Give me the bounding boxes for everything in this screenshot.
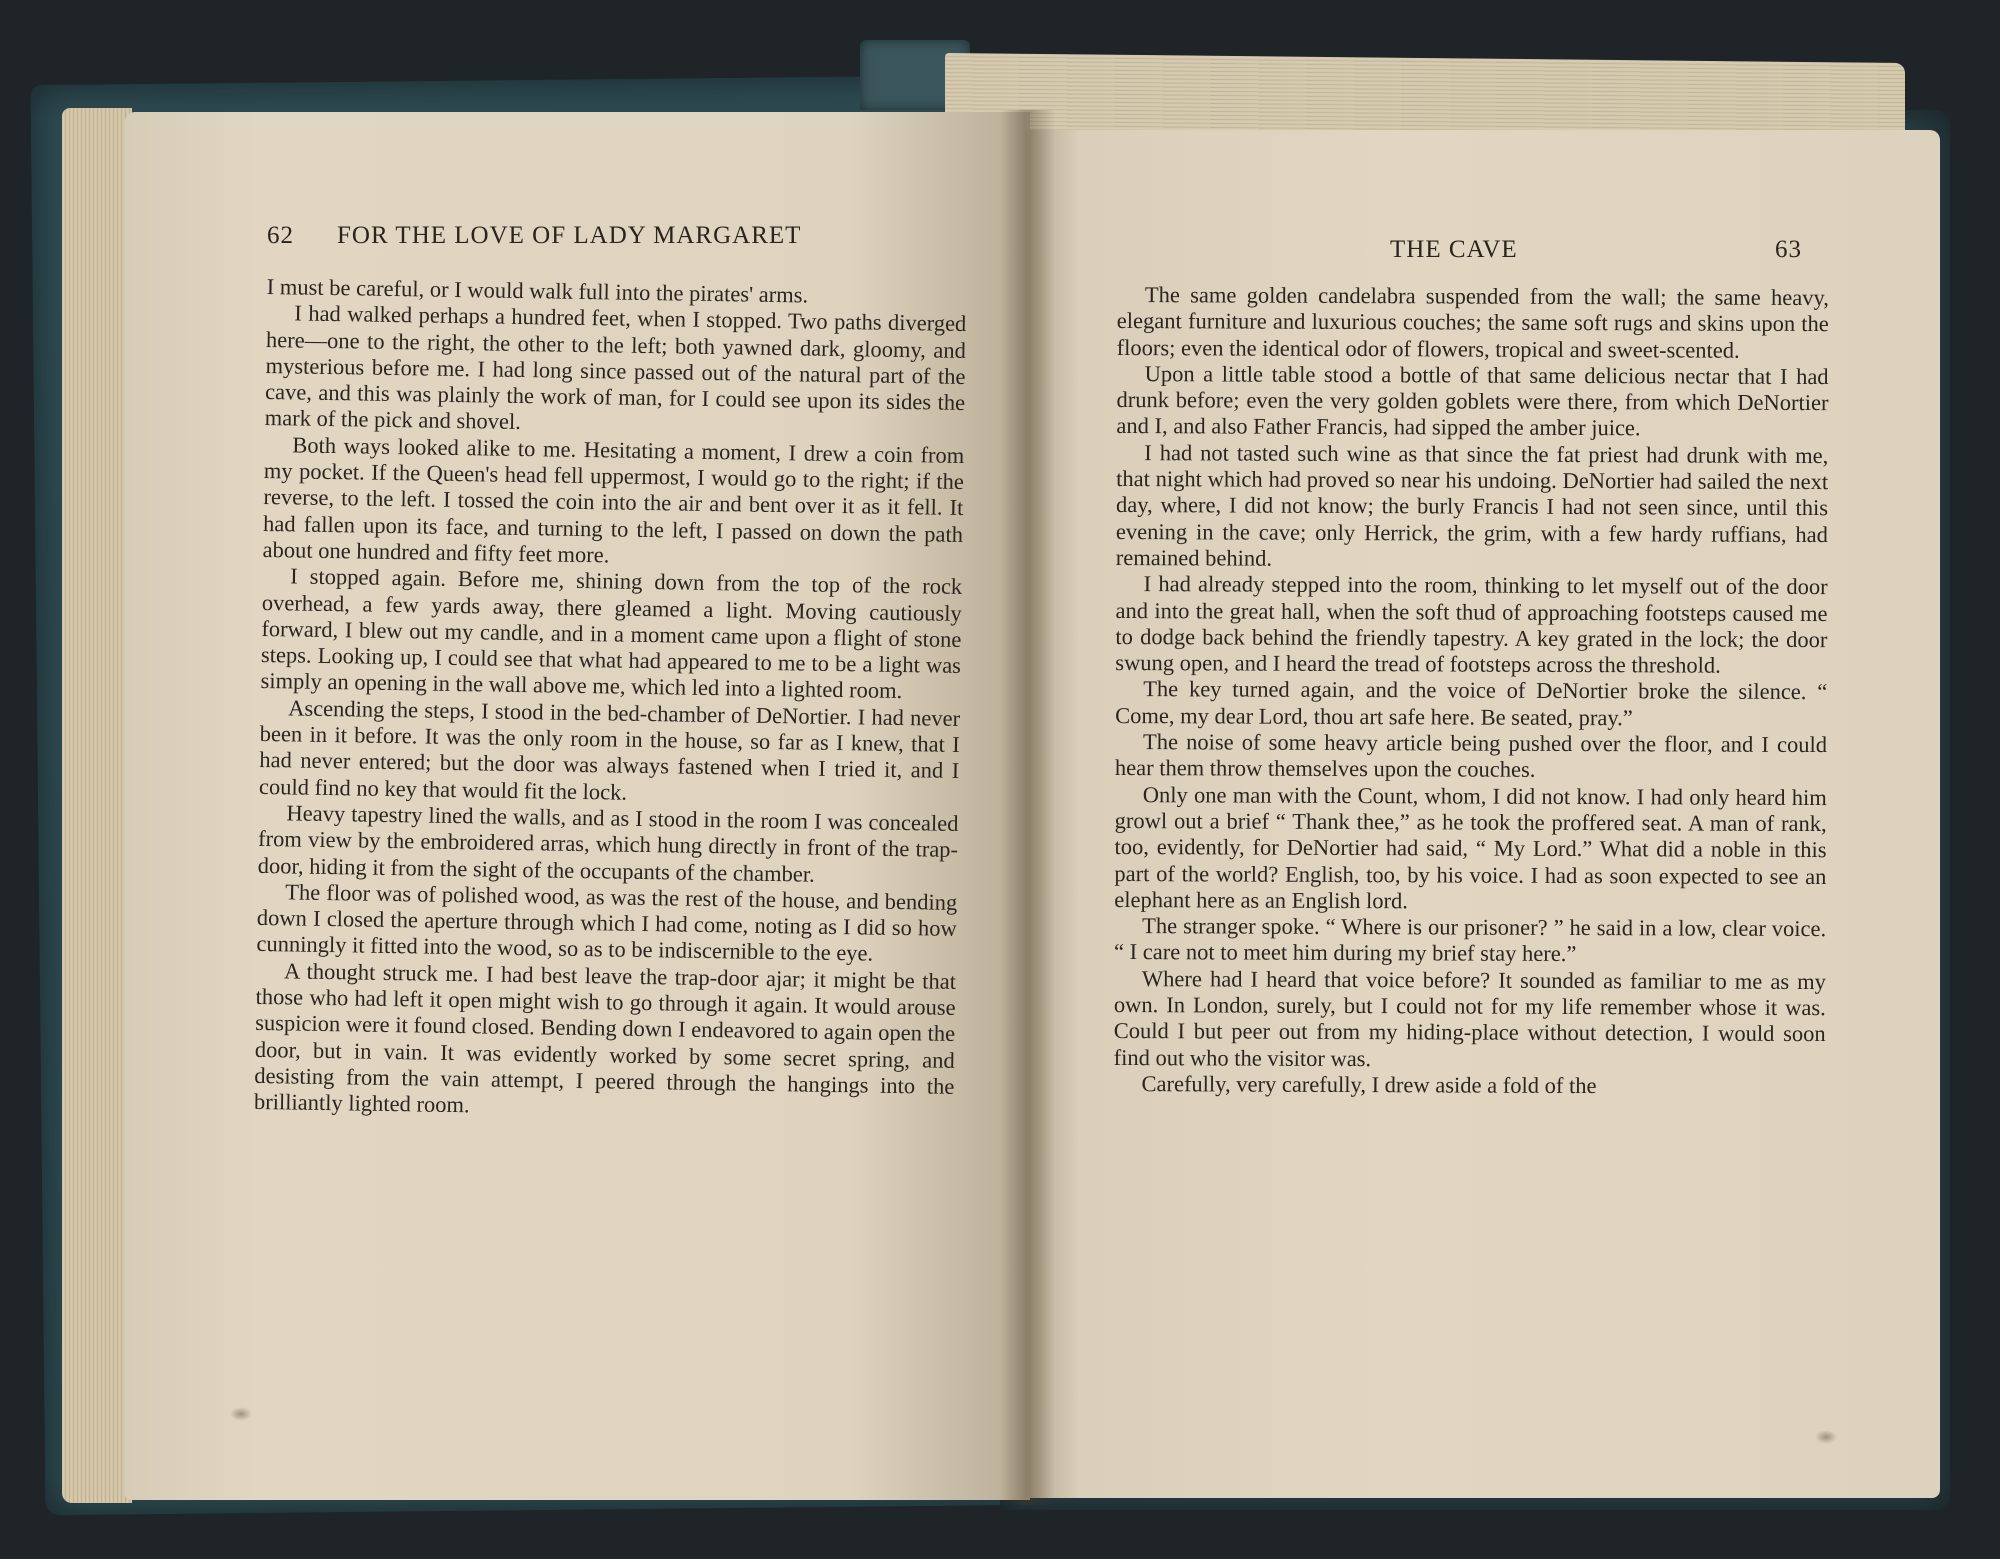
left-page-number: 62 — [267, 222, 294, 249]
right-running-head: THE CAVE — [1390, 236, 1518, 263]
right-page — [1025, 130, 1940, 1498]
paragraph: The floor was of polished wood, as was the rest of the house, and bending down I closed the aperture through which I had come, noting as I did so how cunningly it fitted into the wood, so as to be indiscernible to the eye. — [256, 879, 958, 967]
paragraph: Both ways looked alike to me. Hesitating a moment, I drew a coin from my pocket. If the Queen's head fell uppermost, I would go to the right; if the reverse, to the left. I tossed the coin into the air and bent over it as it fell. It had fallen upon its face, and turning to the left, I passed on down the path about one hundred and fifty feet more. — [262, 432, 965, 568]
paragraph: Upon a little table stood a bottle of that same delicious nectar that I had drunk before; even the very golden goblets were there, from which DeNortier and I, and also Father Francis, had sipped the amber juice. — [1116, 361, 1829, 441]
page-edges-left — [62, 108, 132, 1503]
paragraph: I must be careful, or I would walk full into the pirates' arms. — [266, 274, 809, 308]
paragraph: I had walked perhaps a hundred feet, when I stopped. Two paths diverged here—one to the right, the other to the left; both yawned dark, gloomy, and mysterious before me. I had long since passed out of the natural part of the cave, and this was plainly the work of man, for I could see upon its sides the mark of the pick and shovel. — [264, 300, 967, 435]
paragraph: The noise of some heavy article being pushed over the floor, and I could hear them throw themselves upon the couches. — [1114, 729, 1828, 783]
paragraph: The stranger spoke. “ Where is our prisoner? ” he said in a low, clear voice. “ I care not to meet him during my brief stay here.” — [1114, 913, 1827, 967]
paper-blemish — [230, 1407, 252, 1421]
left-page-body — [254, 274, 967, 1126]
paragraph: I stopped again. Before me, shining down from the top of the rock overhead, a few yards away, there gleamed a light. Moving cautiously forward, I blew out my candle, and in a moment came upon a flight of stone steps. Looking up, I could see that what had appeared to me to be a light was simply an opening in the wall above me, which led into a lighted room. — [260, 563, 963, 704]
paragraph: I had not tasted such wine as that since the fat priest had drunk with me, that night which had proved so near his undoing. DeNortier had sailed the next day, where, I did not know; the burly Francis I had not seen since, until this evening in the cave; only Herrick, the grim, with a few hardy ruffians, had remained behind. — [1115, 439, 1829, 571]
paragraph: Heavy tapestry lined the walls, and as I stood in the room I was concealed from view by the embroidered arras, which hung directly in front of the trap-door, hiding it from the sight of the occupants of the chamber. — [257, 800, 959, 887]
right-page-body — [1113, 282, 1829, 1100]
paragraph: The key turned again, and the voice of DeNortier broke the silence. “ Come, my dear Lord, thou art safe here. Be seated, pray.” — [1115, 676, 1828, 731]
paragraph: Carefully, very carefully, I drew aside a fold of the — [1141, 1071, 1597, 1099]
right-page-number: 63 — [1775, 236, 1802, 263]
paragraph: Only one man with the Count, whom, I did not know. I had only heard him growl out a brief “ Thank thee,” as he took the proffered seat. A man of rank, too, evidently, for DeNortier had said, “ My Lord.” What did a noble in this part of the world? English, too, by his voice. I had as soon expected to see an elephant here as an English lord. — [1114, 781, 1827, 914]
paragraph: A thought struck me. I had best leave the trap-door ajar; it might be that those who had left it open might wish to go through it again. It would arouse suspicion were it found closed. Bending down I endeavored to again open the door, but in vain. It was evidently worked by some secret spring, and desisting from the vain attempt, I peered through the hangings into the brilliantly lighted room. — [253, 958, 957, 1118]
paragraph: Ascending the steps, I stood in the bed-chamber of DeNortier. I had never been in it before. It was the only room in the house, so far as I knew, that I had never entered; but the door was always fastened when I tried it, and I could find no key that would fit the lock. — [258, 695, 961, 805]
paragraph: The same golden candelabra suspended from the wall; the same heavy, elegant furniture and luxurious couches; the same soft rugs and skins upon the floors; even the identical odor of flowers, tropical and sweet-scented. — [1116, 282, 1829, 363]
left-page — [125, 112, 1030, 1500]
page-block-top-edge — [945, 53, 1905, 141]
paragraph: I had already stepped into the room, thinking to let myself out of the door and into the great hall, when the soft thud of approaching footsteps caused me to dodge back behind the friendly tapestry. A key grated in the lock; the door swung open, and I heard the tread of footsteps across the threshold. — [1115, 571, 1828, 678]
left-running-head: FOR THE LOVE OF LADY MARGARET — [337, 222, 802, 249]
paragraph: Where had I heard that voice before? It sounded as familiar to me as my own. In London, surely, but I could not for my life remember whose it was. Could I but peer out from my hiding-place without detection, I would soon find out who the visitor was. — [1113, 965, 1827, 1071]
paper-blemish — [1815, 1430, 1837, 1444]
